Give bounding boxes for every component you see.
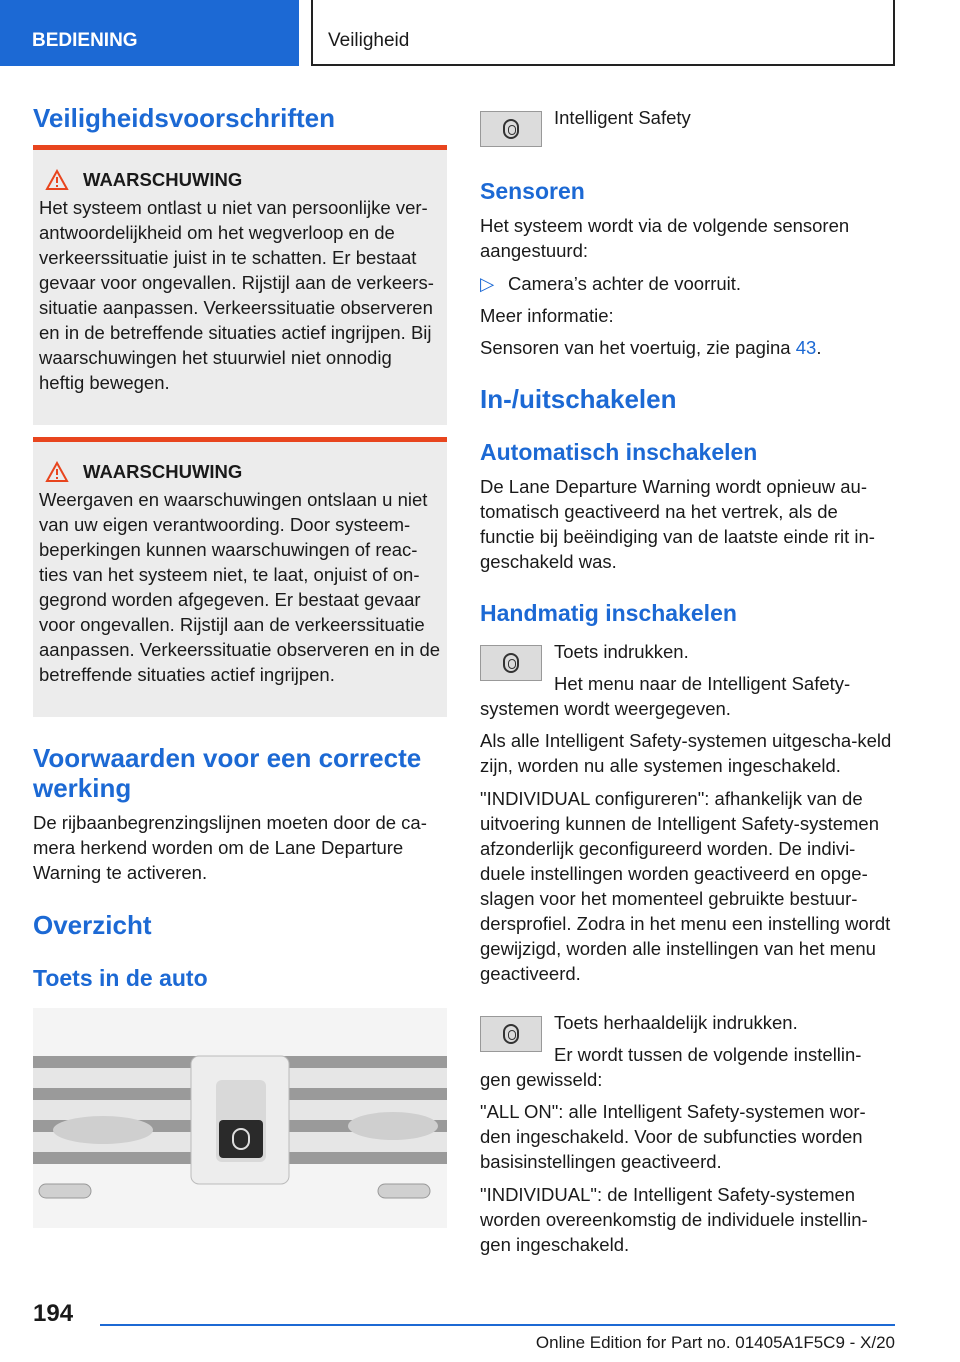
switch-between-text-a: Er wordt tussen de volgende instellin- [554,1044,862,1065]
warning-triangle-icon [45,169,69,191]
warning-box-2 [33,437,447,717]
individual-config-text: "INDIVIDUAL configureren": afhankelijk van de uitvoering kunnen de Intelligent Safety-systemen afzonderlijk geconfigureerd worden. De indivi-duele instellingen worden geactiveerd en opge-slagen voor het momenteel gebruikte bestuur-dersprofiel. Zodra in het menu een instelling wordt gewijzigd, worden alle instellingen van het menu geactiveerd. [480,788,891,984]
auto-text: De Lane Departure Warning wordt opnieuw au-tomatisch geactiveerd na het vertrek, als de functie bij beëindiging van de laatste einde rit in-geschakeld was. [480,476,875,572]
warning-text-2: Weergaven en waarschuwingen ontslaan u niet van uw eigen verantwoording. Door systeem-beperkingen kunnen waarschuwingen of reac-ties van het systeem niet, te laat, onjuist of on-gegrond worden afgegeven. Er bestaat gevaar voor ongevallen. Rijstijl aan de verkeerssituatie aanpassen. Verkeerssituatie observeren en in de betreffende situaties actief ingrijpen. [39,489,441,685]
sensors-ref-end: . [816,337,822,358]
switch-between-text-b: gen gewisseld: [480,1069,603,1090]
footer-divider [100,1324,895,1326]
heading-manual-on: Handmatig inschakelen [480,600,737,626]
heading-button-in-car: Toets in de auto [33,965,208,991]
header-section: BEDIENING [0,0,299,66]
list-arrow-icon: ▷ [480,273,495,294]
sensors-reference [480,335,895,360]
intelligent-safety-button-icon [480,1016,542,1052]
warning-triangle-icon [45,461,69,483]
intelligent-safety-button-icon [480,645,542,681]
warning-box-1 [33,145,447,425]
all-on-text: "ALL ON": alle Intelligent Safety-systemen wor-den ingeschakeld. Voor de subfuncties worden basisinstellingen geactiveerd. [480,1101,866,1172]
heading-sensors: Sensoren [480,178,585,204]
menu-shown-text-b: systemen wordt weergegeven. [480,698,731,719]
sensors-item-text: Camera’s achter de voorruit. [508,273,742,294]
sensors-list-item [480,271,895,296]
button-label: Intelligent Safety [554,107,691,128]
all-off-text: Als alle Intelligent Safety-systemen uitgescha-keld zijn, worden nu alle systemen ingeschakeld. [480,730,892,776]
intelligent-safety-button-icon [480,111,542,147]
sensors-text: Het systeem wordt via de volgende sensoren aangestuurd: [480,215,850,261]
more-info-text: Meer informatie: [480,305,614,326]
page-number: 194 [33,1300,74,1327]
press-repeat-text: Toets herhaaldelijk indrukken. [554,1012,798,1033]
warning-title-2 [39,461,441,483]
conditions-text: De rijbaanbegrenzingslijnen moeten door de ca-mera herkend worden om de Lane Departure Warning te activeren. [33,812,427,883]
individual-text: "INDIVIDUAL": de Intelligent Safety-systemen worden overeenkomstig de individuele instellin-gen ingeschakeld. [480,1184,868,1255]
warning-title-text-2: WAARSCHUWING [83,461,243,482]
header-topic: Veiligheid [311,0,895,66]
press-button-text: Toets indrukken. [554,641,689,662]
sensors-ref-text: Sensoren van het voertuig, zie pagina [480,337,796,358]
page-link-43[interactable]: 43 [795,337,817,358]
heading-auto-on: Automatisch inschakelen [480,439,758,465]
car-grille-image [33,1008,447,1228]
heading-safety: Veiligheidsvoorschriften [33,103,335,133]
menu-shown-text-a: Het menu naar de Intelligent Safety- [554,673,851,694]
car-button-photo [33,1008,447,1228]
warning-text-1: Het systeem ontlast u niet van persoonlijke ver-antwoordelijkheid om het wegverloop en de verkeerssituatie juist in te schatten. Er bestaat gevaar voor ongevallen. Rijstijl aan de verkeers-situatie aanpassen. Verkeerssituatie observeren en in de betreffende situaties actief ingrijpen. Bij waarschuwingen het stuurwiel niet onnodig heftig bewegen. [39,197,434,393]
heading-overview: Overzicht [33,910,152,940]
footer-edition: Online Edition for Part no. 01405A1F5C9 - X/20 [535,1333,895,1352]
heading-switch-on-off: In-/uitschakelen [480,384,677,414]
warning-title-1 [39,169,441,191]
heading-conditions: Voorwaarden voor een correcte werking [33,743,422,803]
warning-title-text-1: WAARSCHUWING [83,169,243,190]
